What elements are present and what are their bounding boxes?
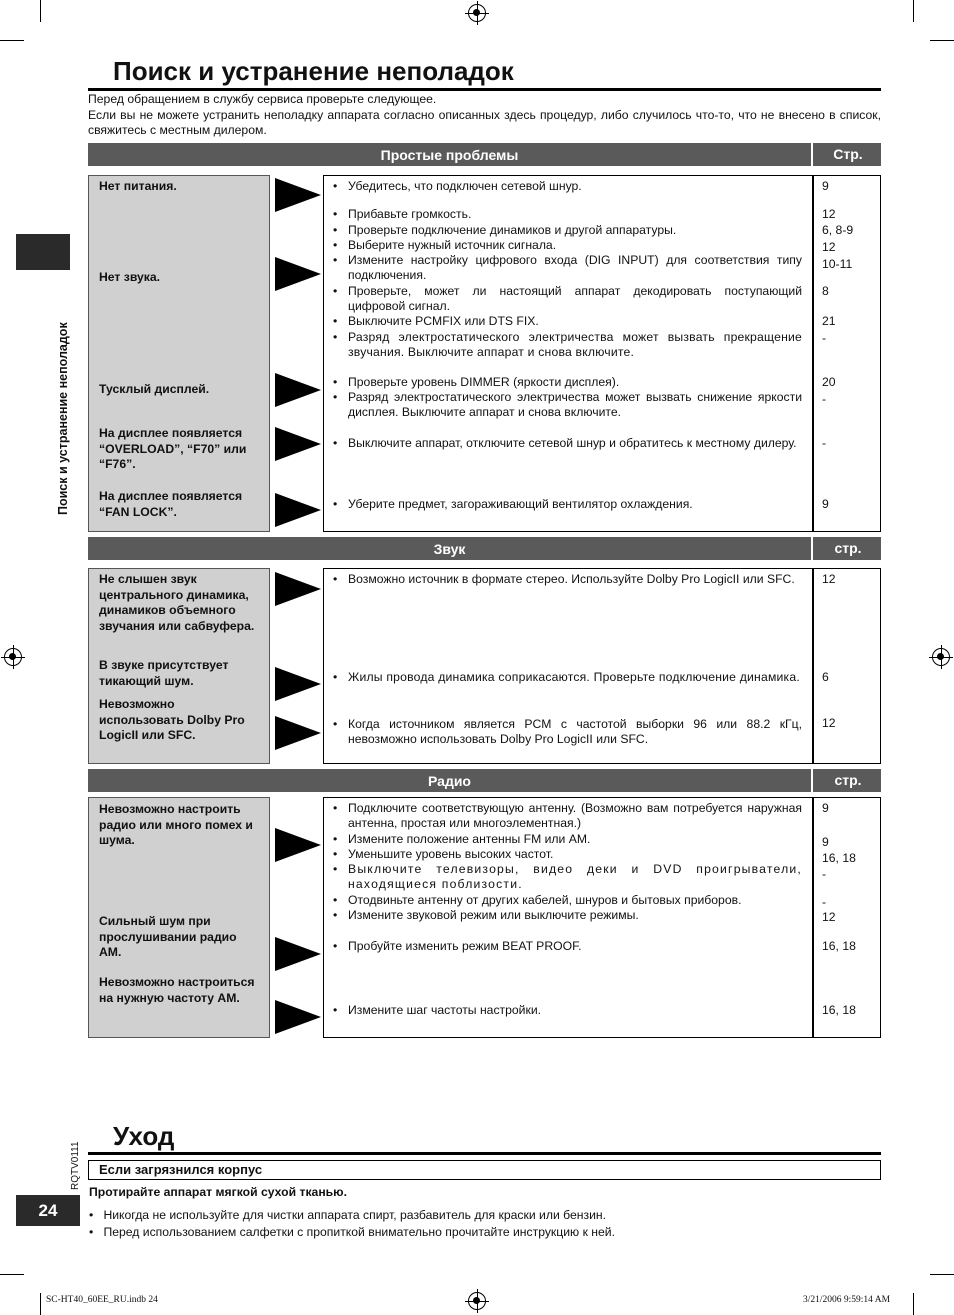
page-ref: 9 (822, 801, 829, 815)
solution-item: • Проверьте, может ли настоящий аппарат декодировать поступающий цифровой сигнал. (333, 284, 802, 314)
care-bullet: • Никогда не используйте для чистки аппарата спирт, разбавитель для краски или бензин. (89, 1208, 607, 1222)
page-ref: 8 (822, 284, 829, 298)
registration-mark-icon (932, 648, 950, 666)
solution-item: • Жилы провода динамика соприкасаются. Проверьте подключение динамика. (333, 670, 800, 684)
page-ref: 12 (822, 716, 836, 730)
problem-item: Сильный шум при прослушивании радио AM. (99, 914, 237, 959)
solution-item: • Выключите аппарат, отключите сетевой шнур и обратитесь к местному дилеру. (333, 436, 797, 450)
intro-text (88, 92, 881, 139)
solution-item: • Измените шаг частоты настройки. (333, 1003, 542, 1017)
care-rule (88, 1152, 881, 1155)
solution-item: • Разряд электростатического электричества может вызвать прекращение звучания. Выключите аппарат и снова включите. (333, 330, 802, 360)
solution-item: • Выключите PCMFIX или DTS FIX. (333, 314, 539, 328)
page-ref: - (822, 331, 827, 345)
arrow-icon (275, 667, 321, 701)
page-number: 24 (16, 1195, 80, 1226)
page-ref: - (822, 436, 827, 450)
solution-item: • Убедитесь, что подключен сетевой шнур. (333, 179, 582, 193)
solution-item: • Уменьшите уровень высоких частот. (333, 847, 554, 861)
problem-item: В звуке присутствует тикающий шум. (99, 658, 229, 688)
arrow-icon (275, 716, 321, 750)
solution-item: • Пробуйте изменить режим BEAT PROOF. (333, 939, 582, 953)
intro-line: Перед обращением в службу сервиса проверьте следующее. (88, 92, 437, 106)
page-ref: 16, 18 (822, 1003, 856, 1017)
registration-mark-icon (468, 1292, 486, 1310)
page-column-header: стр. (811, 769, 883, 792)
problem-column (88, 175, 270, 532)
registration-mark-icon (4, 648, 22, 666)
solution-item: • Отодвиньте антенну от других кабелей, шнуров и бытовых приборов. (333, 893, 742, 907)
page-ref: 16, 18 (822, 939, 856, 953)
page-ref: 12 (822, 910, 836, 924)
problem-item: На дисплее появляется “OVERLOAD”, “F70” или “F76”. (99, 426, 247, 471)
solution-item: • Прибавьте громкость. (333, 207, 472, 221)
solution-item: • Проверьте уровень DIMMER (яркости дисплея). (333, 375, 620, 389)
section-title: Простые проблемы (380, 147, 519, 163)
side-label: Поиск и устранение неполадок (56, 322, 70, 515)
problem-item: Невозможно настроиться на нужную частоту AM. (99, 975, 255, 1005)
section-title: Радио (428, 773, 471, 789)
title-rule (88, 88, 881, 91)
page-ref: 9 (822, 835, 829, 849)
page-title: Поиск и устранение неполадок (113, 56, 514, 86)
side-tab-marker (16, 234, 70, 270)
arrow-icon (275, 427, 321, 461)
page-ref: 10-11 (822, 257, 853, 271)
arrow-icon (275, 373, 321, 407)
page-ref: 12 (822, 572, 836, 586)
solution-item: • Уберите предмет, загораживающий вентилятор охлаждения. (333, 497, 693, 511)
page-ref: 12 (822, 207, 836, 221)
problem-item: Не слышен звук центрального динамика, динамиков объемного звучания или сабвуфера. (99, 572, 255, 633)
section-title: Звук (433, 541, 466, 557)
arrow-icon (275, 937, 321, 971)
page-ref: 6, 8-9 (822, 223, 854, 237)
care-bullet: • Перед использованием салфетки с пропиткой внимательно прочитайте инструкцию к ней. (89, 1225, 615, 1239)
solution-item: • Разряд электростатического электричества может вызвать снижение яркости дисплея. Выключите аппарат и снова включите. (333, 390, 802, 420)
problem-item: Нет питания. (99, 179, 177, 193)
solution-item: • Выключите телевизоры, видео деки и DVD проигрыватели, находящиеся поблизости. (333, 862, 802, 892)
page-ref: 21 (822, 314, 836, 328)
arrow-icon (275, 178, 321, 212)
care-box-title: Если загрязнился корпус (88, 1160, 881, 1180)
solution-item: • Возможно источник в формате стерео. Используйте Dolby Pro LogicII или SFC. (333, 572, 795, 586)
section-header-simple (88, 143, 881, 166)
page-ref: - (822, 867, 827, 881)
footer-timestamp: 3/21/2006 9:59:14 AM (803, 1295, 891, 1305)
care-lead: Протирайте аппарат мягкой сухой тканью. (89, 1185, 347, 1199)
footer-file: SC-HT40_60EE_RU.indb 24 (46, 1295, 158, 1305)
page-ref: - (822, 895, 827, 909)
solution-item: • Измените звуковой режим или выключите режимы. (333, 908, 639, 922)
solution-item: • Измените положение антенны FM или AM. (333, 832, 591, 846)
section-header-radio (88, 769, 881, 792)
arrow-icon (275, 1000, 321, 1034)
page-ref: - (822, 392, 827, 406)
page-ref: 20 (822, 375, 836, 389)
arrow-icon (275, 493, 321, 527)
doc-code: RQTV0111 (70, 1141, 81, 1190)
solution-item: • Измените настройку цифрового входа (DIG INPUT) для соответствия типу подключения. (333, 253, 802, 283)
page-column-header: стр. (811, 537, 883, 560)
registration-mark-icon (468, 4, 486, 22)
page-ref: 9 (822, 497, 829, 511)
arrow-icon (275, 257, 321, 291)
problem-item: Невозможно настроить радио или много помех и шума. (99, 802, 253, 847)
problem-item: Нет звука. (99, 270, 161, 284)
page-ref: 12 (822, 240, 836, 254)
page-column-header: Стр. (811, 143, 883, 166)
arrow-icon (275, 572, 321, 606)
care-title: Уход (113, 1121, 175, 1151)
intro-line: Если вы не можете устранить неполадку аппарата согласно описанных здесь процедур, либо случилось что-то, что не внесено в список, свяжитесь с местным дилером. (88, 107, 881, 137)
page-ref: 16, 18 (822, 851, 856, 865)
problem-item: На дисплее появляется “FAN LOCK”. (99, 489, 243, 519)
page-ref: 6 (822, 670, 829, 684)
solution-item: • Выберите нужный источник сигнала. (333, 238, 557, 252)
solution-item: • Проверьте подключение динамиков и другой аппаратуры. (333, 223, 677, 237)
problem-item: Невозможно использовать Dolby Pro LogicII или SFC. (99, 697, 245, 742)
arrow-icon (275, 828, 321, 862)
solution-item: • Подключите соответствующую антенну. (Возможно вам потребуется наружная антенна, простая или многоэлементная.) (333, 801, 802, 831)
section-header-sound (88, 537, 881, 560)
solution-item: • Когда источником является PCM с частотой выборки 96 или 88.2 кГц, невозможно использовать Dolby Pro LogicII или SFC. (333, 717, 802, 747)
page-ref: 9 (822, 179, 829, 193)
problem-item: Тусклый дисплей. (99, 382, 210, 396)
